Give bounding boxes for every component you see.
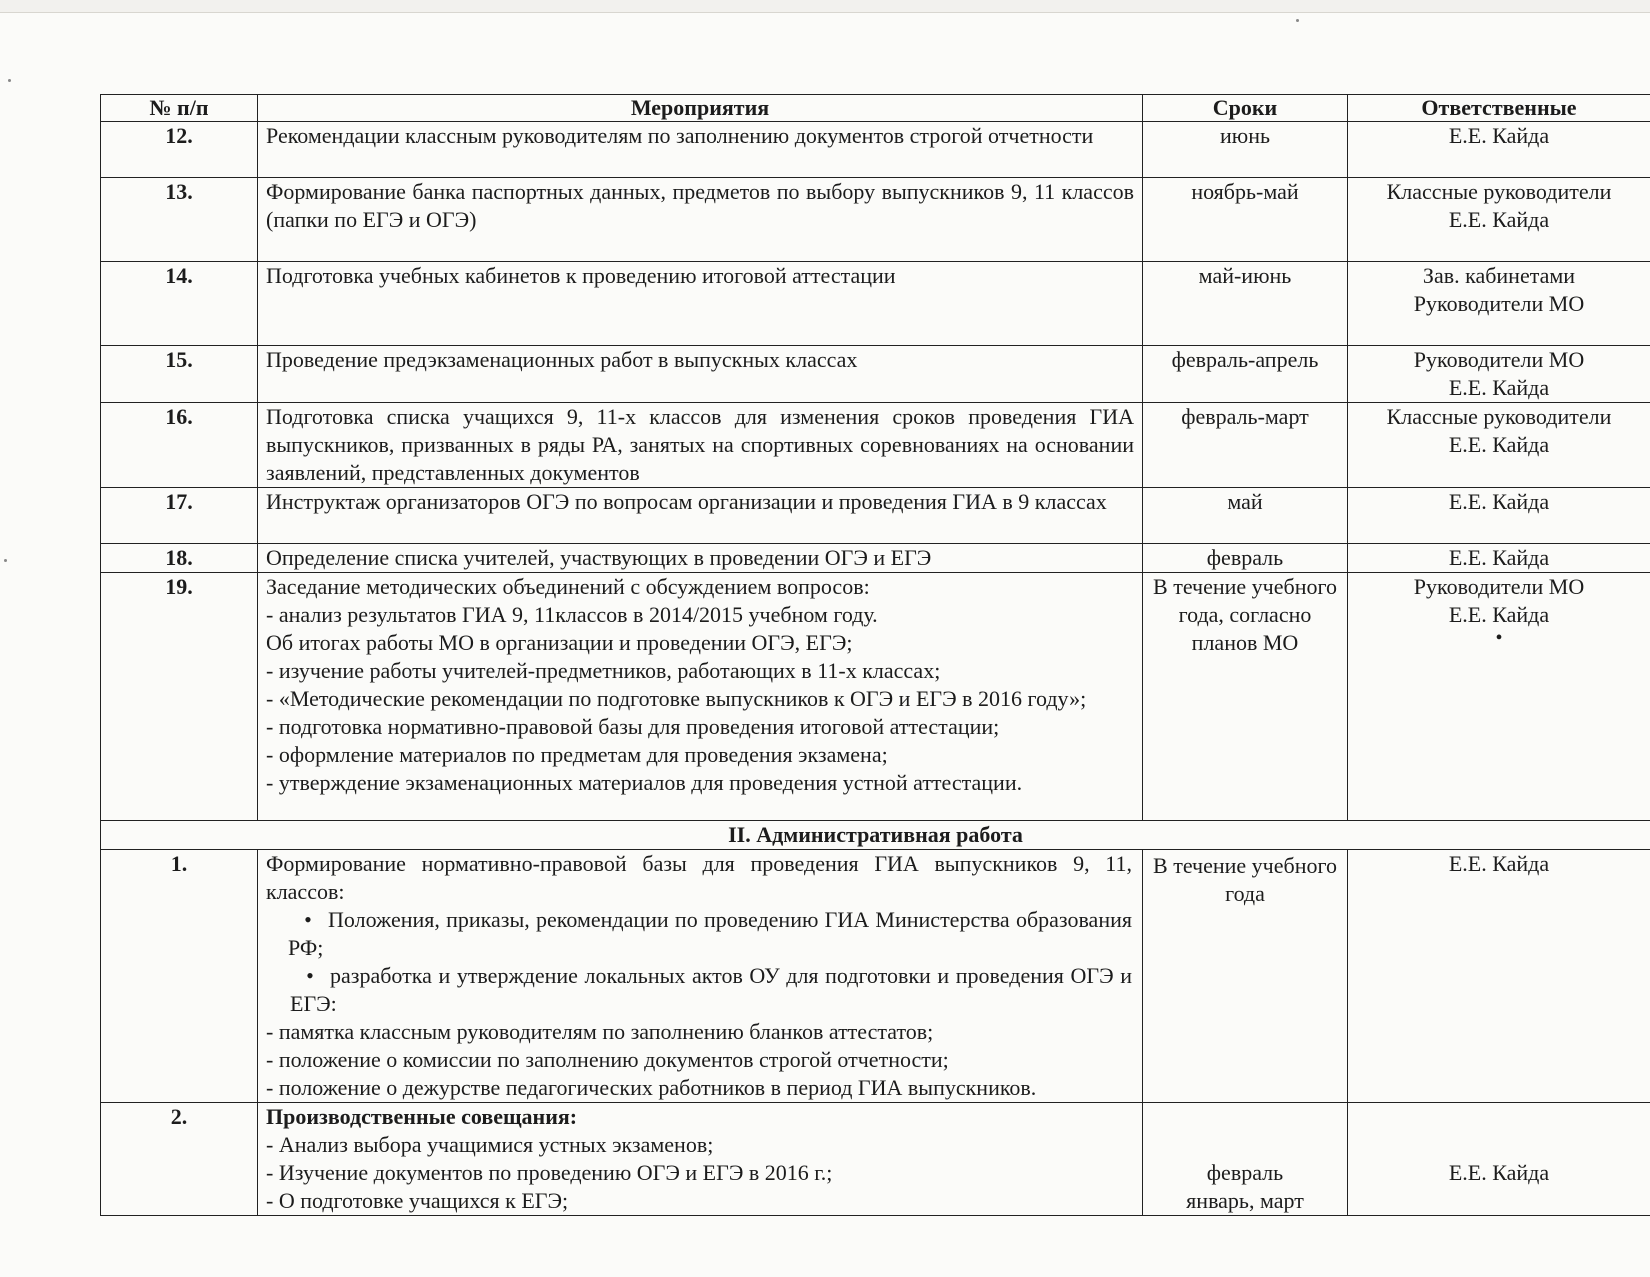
bullet-text: разработка и утверждение локальных актов ОУ для подготовки и проведения ОГЭ и ЕГЭ: bbox=[290, 963, 1132, 1016]
activity-line: Заседание методических объединений с обсуждением вопросов: bbox=[266, 573, 1134, 601]
date-line: февраль bbox=[1151, 1159, 1339, 1187]
row-activity bbox=[258, 178, 1143, 262]
row-number: 13. bbox=[101, 178, 258, 262]
activity-line: - О подготовке учащихся к ЕГЭ; bbox=[266, 1187, 1134, 1215]
activity-line: - Анализ выбора учащимися устных экзаменов; bbox=[266, 1131, 1134, 1159]
row-dates bbox=[1143, 488, 1348, 544]
row-dates bbox=[1143, 262, 1348, 346]
activity-line: - подготовка нормативно-правовой базы для проведения итоговой аттестации; bbox=[266, 713, 1134, 741]
row-dates bbox=[1143, 122, 1348, 178]
header-responsible: Ответственные bbox=[1348, 95, 1650, 122]
table-row bbox=[101, 850, 1650, 1103]
row-activity bbox=[258, 403, 1143, 488]
table-row bbox=[101, 573, 1650, 821]
responsible-line: Е.Е. Кайда bbox=[1356, 374, 1642, 402]
responsible-line: Зав. кабинетами bbox=[1356, 262, 1642, 290]
activity-line: Инструктаж организаторов ОГЭ по вопросам организации и проведения ГИА в 9 классах bbox=[266, 488, 1134, 516]
bullet-icon: • bbox=[290, 962, 330, 990]
scan-speck bbox=[8, 79, 11, 82]
row-activity bbox=[258, 850, 1143, 1103]
table-body-part1 bbox=[101, 122, 1650, 821]
date-line: В течение учебного года, согласно планов МО bbox=[1151, 573, 1339, 657]
row-number: 19. bbox=[101, 573, 258, 821]
responsible-line: Руководители МО bbox=[1356, 290, 1642, 318]
row-activity bbox=[258, 1103, 1143, 1216]
activity-title: Производственные совещания: bbox=[266, 1103, 1134, 1131]
date-line: ноябрь-май bbox=[1151, 178, 1339, 206]
activity-line: - Изучение документов по проведению ОГЭ и ЕГЭ в 2016 г.; bbox=[266, 1159, 1134, 1187]
responsible-line: Руководители МО bbox=[1356, 346, 1642, 374]
responsible-line: Руководители МО bbox=[1356, 573, 1642, 601]
row-number: 1. bbox=[101, 850, 258, 1103]
row-number: 12. bbox=[101, 122, 258, 178]
activity-line: Определение списка учителей, участвующих в проведении ОГЭ и ЕГЭ bbox=[266, 544, 1134, 572]
responsible-line: Е.Е. Кайда bbox=[1356, 488, 1642, 516]
row-activity bbox=[258, 262, 1143, 346]
row-dates bbox=[1143, 346, 1348, 403]
activity-line: - анализ результатов ГИА 9, 11классов в 2014/2015 учебном году. bbox=[266, 601, 1134, 629]
activity-line: - положение о комиссии по заполнению документов строгой отчетности; bbox=[266, 1046, 1132, 1074]
activity-line: - утверждение экзаменационных материалов для проведения устной аттестации. bbox=[266, 769, 1134, 797]
responsible-line: Классные руководители bbox=[1356, 178, 1642, 206]
row-activity bbox=[258, 122, 1143, 178]
row-activity bbox=[258, 573, 1143, 821]
row-responsible bbox=[1348, 262, 1650, 346]
responsible-line: Е.Е. Кайда bbox=[1356, 206, 1642, 234]
table-row bbox=[101, 488, 1650, 544]
events-plan-table bbox=[100, 94, 1650, 1216]
activity-line: Подготовка учебных кабинетов к проведению итоговой аттестации bbox=[266, 262, 1134, 290]
row-dates bbox=[1143, 403, 1348, 488]
responsible-line: Е.Е. Кайда bbox=[1356, 431, 1642, 459]
date-line: май-июнь bbox=[1151, 262, 1339, 290]
row-number: 18. bbox=[101, 544, 258, 573]
table-row bbox=[101, 346, 1650, 403]
activity-line: Об итогах работы МО в организации и проведении ОГЭ, ЕГЭ; bbox=[266, 629, 1134, 657]
table-row bbox=[101, 178, 1650, 262]
bullet-mark-icon: • bbox=[1356, 629, 1642, 647]
row-number: 15. bbox=[101, 346, 258, 403]
row-activity bbox=[258, 346, 1143, 403]
responsible-line: Е.Е. Кайда bbox=[1356, 601, 1642, 629]
row-activity bbox=[258, 544, 1143, 573]
row-dates bbox=[1143, 178, 1348, 262]
activity-line: - памятка классным руководителям по заполнению бланков аттестатов; bbox=[266, 1018, 1132, 1046]
table-row bbox=[101, 1103, 1650, 1216]
row-responsible bbox=[1348, 122, 1650, 178]
row-dates bbox=[1143, 573, 1348, 821]
date-line: февраль bbox=[1151, 544, 1339, 572]
activity-line: - оформление материалов по предметам для проведения экзамена; bbox=[266, 741, 1134, 769]
activity-line: - положение о дежурстве педагогических работников в период ГИА выпускников. bbox=[266, 1074, 1132, 1102]
row-responsible: Е.Е. Кайда bbox=[1348, 1103, 1650, 1216]
bullet-icon: • bbox=[288, 906, 328, 934]
activity-bullet bbox=[266, 906, 1132, 962]
activity-line: - изучение работы учителей-предметников, работающих в 11-х классах; bbox=[266, 657, 1134, 685]
table-row bbox=[101, 544, 1650, 573]
responsible-line: Классные руководители bbox=[1356, 403, 1642, 431]
row-responsible bbox=[1348, 178, 1650, 262]
activity-line: Рекомендации классным руководителям по заполнению документов строгой отчетности bbox=[266, 122, 1134, 150]
row-activity bbox=[258, 488, 1143, 544]
date-line: май bbox=[1151, 488, 1339, 516]
scan-speck bbox=[4, 559, 7, 562]
header-dates: Сроки bbox=[1143, 95, 1348, 122]
row-responsible: Е.Е. Кайда bbox=[1348, 850, 1650, 1103]
section-title: II. Административная работа bbox=[101, 821, 1650, 850]
activity-line: Формирование банка паспортных данных, предметов по выбору выпускников 9, 11 классов (папки по ЕГЭ и ОГЭ) bbox=[266, 178, 1134, 234]
row-number: 2. bbox=[101, 1103, 258, 1216]
date-line: июнь bbox=[1151, 122, 1339, 150]
row-responsible bbox=[1348, 403, 1650, 488]
header-activity: Мероприятия bbox=[258, 95, 1143, 122]
table-row bbox=[101, 262, 1650, 346]
section-row bbox=[101, 821, 1650, 850]
activity-line: Проведение предэкзаменационных работ в выпускных классах bbox=[266, 346, 1134, 374]
table-row bbox=[101, 403, 1650, 488]
row-dates bbox=[1143, 544, 1348, 573]
activity-line: Подготовка списка учащихся 9, 11-х классов для изменения сроков проведения ГИА выпускников, призванных в ряды РА, занятых на спортивных соревнованиях на основании заявлений, представленных документов bbox=[266, 403, 1134, 487]
row-responsible bbox=[1348, 488, 1650, 544]
date-line: февраль-апрель bbox=[1151, 346, 1339, 374]
responsible-line: Е.Е. Кайда bbox=[1356, 544, 1642, 572]
row-number: 17. bbox=[101, 488, 258, 544]
bullet-text: Положения, приказы, рекомендации по проведению ГИА Министерства образования РФ; bbox=[288, 907, 1132, 960]
row-dates: В течение учебного года bbox=[1143, 850, 1348, 1103]
responsible-line: Е.Е. Кайда bbox=[1356, 122, 1642, 150]
date-line: январь, март bbox=[1151, 1187, 1339, 1215]
row-responsible bbox=[1348, 544, 1650, 573]
row-responsible bbox=[1348, 573, 1650, 821]
scan-speck bbox=[1296, 19, 1299, 22]
row-number: 16. bbox=[101, 403, 258, 488]
row-number: 14. bbox=[101, 262, 258, 346]
date-line: февраль-март bbox=[1151, 403, 1339, 431]
table-header-row bbox=[101, 95, 1650, 122]
activity-line: Формирование нормативно-правовой базы для проведения ГИА выпускников 9, 11, классов: bbox=[266, 850, 1132, 906]
activity-line: - «Методические рекомендации по подготовке выпускников к ОГЭ и ЕГЭ в 2016 году»; bbox=[266, 685, 1134, 713]
header-num: № п/п bbox=[101, 95, 258, 122]
activity-bullet bbox=[266, 962, 1132, 1018]
row-responsible bbox=[1348, 346, 1650, 403]
table-row bbox=[101, 122, 1650, 178]
row-dates bbox=[1143, 1103, 1348, 1216]
